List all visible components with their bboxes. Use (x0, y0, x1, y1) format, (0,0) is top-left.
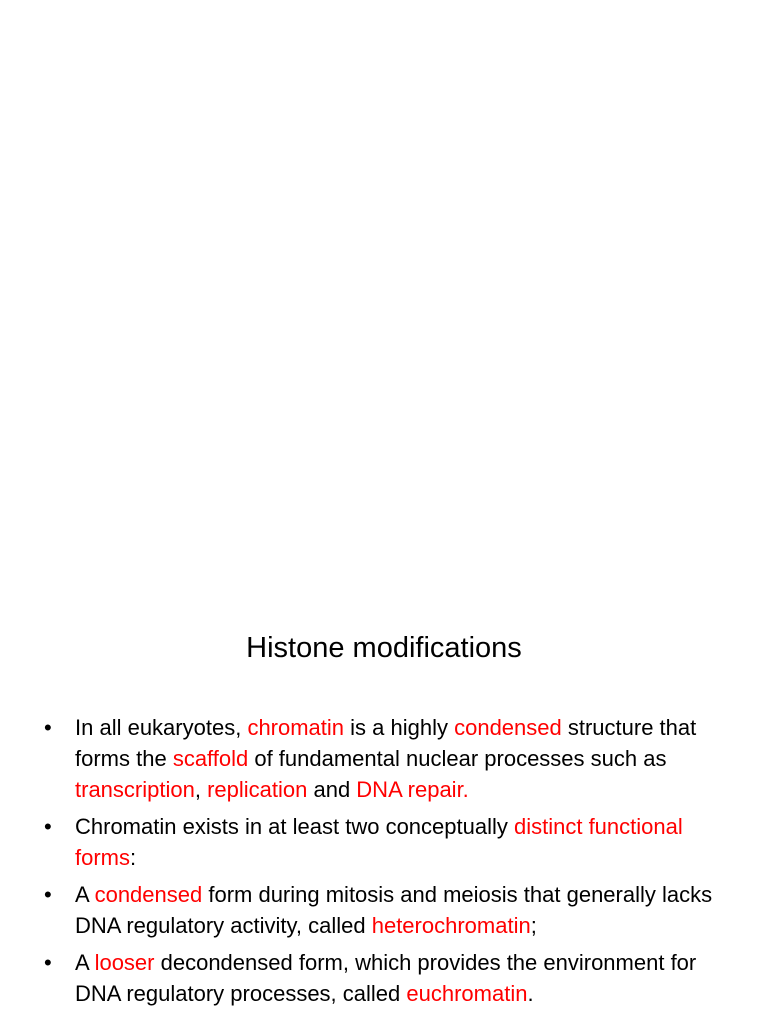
text-segment: and (307, 777, 357, 802)
highlighted-term: looser (94, 950, 155, 975)
highlighted-term: DNA repair. (356, 777, 469, 802)
text-segment: : (130, 845, 137, 870)
bullet-text (75, 715, 696, 802)
text-segment: decondensed form, which provides the environment for DNA regulatory processes, called (75, 950, 697, 1006)
highlighted-term: heterochromatin (371, 913, 531, 938)
highlighted-term: transcription (75, 777, 195, 802)
text-segment: structure that forms the (75, 715, 697, 771)
text-segment: A (75, 950, 95, 975)
bullet-list (44, 712, 744, 1015)
text-segment: A (75, 882, 95, 907)
slide-title: Histone modifications (246, 632, 522, 664)
bullet-item (44, 712, 744, 805)
bullet-text (75, 814, 683, 870)
text-segment: , (194, 777, 208, 802)
text-segment: of fundamental nuclear processes such as (248, 746, 667, 771)
highlighted-term: condensed (94, 882, 203, 907)
text-segment: form during mitosis and meiosis that generally lacks DNA regulatory activity, called (75, 882, 713, 938)
text-segment: Chromatin exists in at least two conceptually (75, 814, 514, 839)
highlighted-term: chromatin (247, 715, 345, 740)
text-segment: . (527, 981, 534, 1006)
text-segment: ; (530, 913, 537, 938)
highlighted-term: scaffold (172, 746, 249, 771)
bullet-icon: • (44, 950, 52, 975)
bullet-item (44, 947, 744, 1009)
highlighted-term: euchromatin (406, 981, 528, 1006)
highlighted-term: condensed (454, 715, 562, 740)
highlighted-term: distinct functional forms (75, 814, 683, 870)
bullet-item (44, 811, 744, 873)
text-segment: In all eukaryotes, (75, 715, 248, 740)
bullet-icon: • (44, 882, 52, 907)
bullet-icon: • (44, 715, 52, 740)
bullet-item (44, 879, 744, 941)
bullet-text (75, 950, 696, 1006)
highlighted-term: replication (207, 777, 308, 802)
bullet-text (75, 882, 712, 938)
bullet-icon: • (44, 814, 52, 839)
text-segment: is a highly (344, 715, 455, 740)
